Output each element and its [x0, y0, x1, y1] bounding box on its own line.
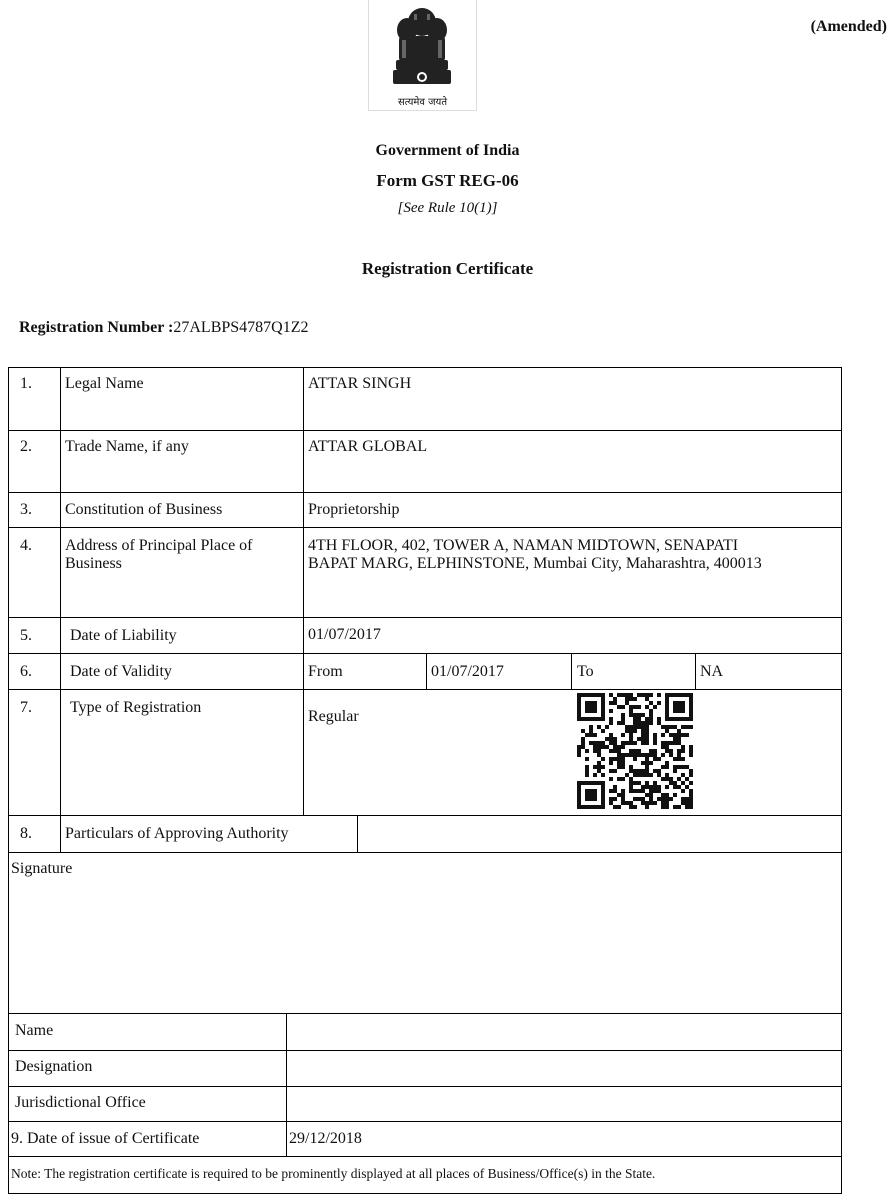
designation-label: Designation — [15, 1058, 93, 1075]
name-label: Name — [15, 1022, 54, 1039]
address-value-line2: BAPAT MARG, ELPHINSTONE, Mumbai City, Maharashtra, 400013 — [308, 555, 762, 572]
validity-from-value: 01/07/2017 — [431, 663, 504, 680]
row-number: 1. — [20, 375, 32, 392]
row-number: 6. — [20, 663, 32, 680]
column-divider — [426, 653, 427, 690]
liability-date-label: Date of Liability — [70, 627, 177, 644]
qr-code-pattern — [577, 693, 693, 809]
row-divider — [8, 527, 842, 528]
validity-date-label: Date of Validity — [70, 663, 172, 680]
row-divider — [8, 1013, 842, 1014]
column-divider — [286, 1013, 287, 1157]
ashoka-lions-icon — [369, 0, 476, 95]
address-value-line1: 4TH FLOOR, 402, TOWER A, NAMAN MIDTOWN, SENAPATI — [308, 537, 739, 554]
row-divider — [8, 1193, 842, 1194]
row-divider — [8, 653, 842, 654]
emblem-motto: सत्यमेव जयते — [397, 97, 448, 108]
row-divider — [8, 430, 842, 431]
registration-type-value: Regular — [308, 708, 359, 725]
row-divider — [8, 1156, 842, 1157]
signature-label: Signature — [11, 860, 73, 877]
qr-code-icon — [577, 693, 693, 809]
row-number: 5. — [20, 627, 32, 644]
validity-to-value: NA — [700, 663, 724, 680]
row-divider — [8, 815, 842, 816]
row-divider — [8, 1121, 842, 1122]
address-label-line1: Address of Principal Place of — [65, 537, 253, 554]
row-divider — [8, 617, 842, 618]
registration-number-label: Registration Number : — [19, 319, 174, 336]
registration-type-label: Type of Registration — [70, 699, 202, 716]
jurisdictional-office-label: Jurisdictional Office — [15, 1094, 146, 1111]
issue-date-value: 29/12/2018 — [289, 1130, 362, 1147]
row-number: 8. — [20, 825, 32, 842]
address-label-line2: Business — [65, 555, 122, 572]
registration-number-value: 27ALBPS4787Q1Z2 — [173, 319, 309, 336]
row-divider — [8, 492, 842, 493]
trade-name-label: Trade Name, if any — [65, 438, 189, 455]
row-number: 4. — [20, 537, 32, 554]
rule-reference: [See Rule 10(1)] — [397, 200, 498, 216]
constitution-value: Proprietorship — [308, 501, 400, 518]
legal-name-label: Legal Name — [65, 375, 144, 392]
trade-name-value: ATTAR GLOBAL — [308, 438, 428, 455]
row-divider — [8, 689, 842, 690]
row-divider — [8, 1086, 842, 1087]
row-number: 2. — [20, 438, 32, 455]
validity-to-label: To — [577, 663, 594, 680]
constitution-label: Constitution of Business — [65, 501, 223, 518]
issue-date-label: 9. Date of issue of Certificate — [11, 1130, 200, 1147]
column-divider — [303, 367, 304, 816]
display-note: Note: The registration certificate is required to be prominently displayed at all places of Business/Office(s) in the State. — [11, 1166, 656, 1181]
national-emblem-logo — [368, 0, 477, 111]
row-divider — [8, 1050, 842, 1051]
legal-name-value: ATTAR SINGH — [308, 375, 412, 392]
column-divider — [695, 653, 696, 690]
column-divider — [571, 653, 572, 690]
column-divider — [60, 367, 61, 853]
amended-label: (Amended) — [810, 18, 887, 35]
row-divider — [8, 367, 842, 368]
row-number: 3. — [20, 501, 32, 518]
row-divider — [8, 852, 842, 853]
approving-authority-label: Particulars of Approving Authority — [65, 825, 289, 842]
row-number: 7. — [20, 699, 32, 716]
registration-number — [19, 319, 308, 337]
form-title: Form GST REG-06 — [376, 171, 519, 190]
column-divider — [357, 815, 358, 853]
certificate-title: Registration Certificate — [361, 259, 534, 278]
government-heading: Government of India — [375, 142, 520, 159]
liability-date-value: 01/07/2017 — [308, 626, 381, 643]
validity-from-label: From — [308, 663, 343, 680]
